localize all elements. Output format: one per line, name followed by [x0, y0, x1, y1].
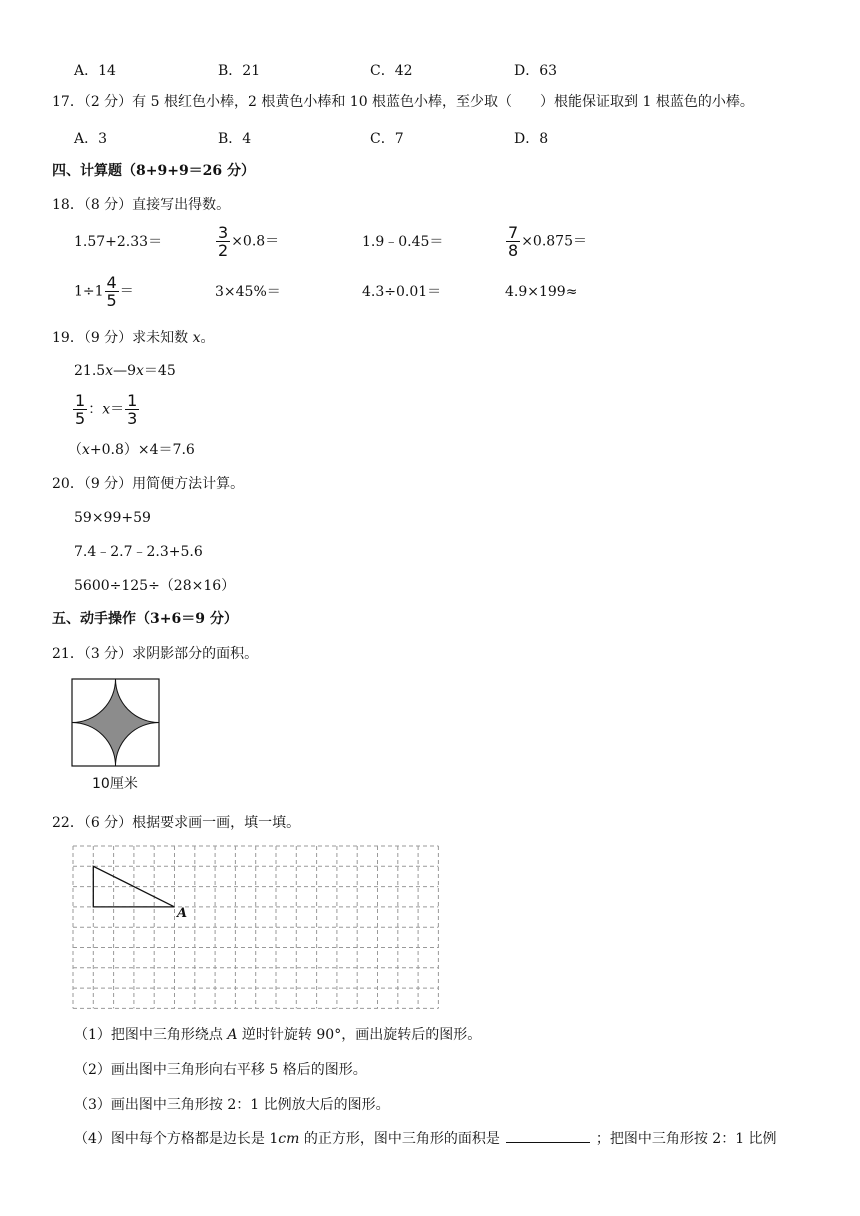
- q17-option-c: C．7: [370, 131, 404, 147]
- answer-blank[interactable]: [506, 1128, 590, 1143]
- q18-expr-5: 1÷1 $\frac{4}{5}$ ＝: [74, 273, 134, 310]
- q20-expr-2: 7.4﹣2.7﹣2.3+5.6: [74, 544, 203, 560]
- point-a-label: A: [177, 906, 188, 921]
- q21-side-length-label: 10厘米: [92, 776, 138, 792]
- q16-option-d: D．63: [514, 63, 558, 79]
- q17-option-d: D．8: [514, 131, 549, 147]
- q18-expr-2: $\frac{3}{2}$ ×0.8＝: [218, 223, 280, 260]
- q16-option-a: A．14: [74, 63, 116, 79]
- q18-expr-1: 1.57+2.33＝: [74, 234, 163, 250]
- q19-question: 19．（9 分）求未知数 x。: [52, 330, 215, 346]
- q18-expr-4: $\frac{7}{8}$ ×0.875＝: [508, 223, 587, 260]
- q19-equation-3: （x+0.8）×4＝7.6: [68, 442, 195, 458]
- q20-expr-1: 59×99+59: [74, 510, 151, 526]
- q18-expr-7: 4.3÷0.01＝: [362, 284, 442, 300]
- q20-question: 20．（9 分）用简便方法计算。: [52, 476, 245, 492]
- q22-step-1: （1）把图中三角形绕点 A 逆时针旋转 90°，画出旋转后的图形。: [74, 1027, 482, 1043]
- q18-expr-6: 3×45%＝: [215, 284, 281, 300]
- q22-step-3: （3）画出图中三角形按 2：1 比例放大后的图形。: [74, 1097, 390, 1113]
- q17-option-b: B．4: [218, 131, 252, 147]
- q17-option-a: A．3: [74, 131, 108, 147]
- q16-option-b: B．21: [218, 63, 261, 79]
- q22-step-2: （2）画出图中三角形向右平移 5 格后的图形。: [74, 1062, 367, 1078]
- q18-expr-3: 1.9﹣0.45＝: [362, 234, 444, 250]
- square-grid: [72, 845, 442, 1011]
- q16-option-c: C．42: [370, 63, 413, 79]
- q22-question: 22．（6 分）根据要求画一画，填一填。: [52, 815, 301, 831]
- q18-expr-8: 4.9×199≈: [505, 284, 578, 300]
- q21-question: 21．（3 分）求阴影部分的面积。: [52, 646, 259, 662]
- section-4-title: 四、计算题（8+9+9＝26 分）: [52, 163, 256, 179]
- q19-equation-2: $\frac{1}{5}$ ：x＝ $\frac{1}{3}$: [75, 391, 138, 428]
- q20-expr-3: 5600÷125÷（28×16）: [74, 578, 236, 594]
- q18-question: 18．（8 分）直接写出得数。: [52, 197, 231, 213]
- section-5-title: 五、动手操作（3+6＝9 分）: [52, 611, 238, 627]
- q19-equation-1: 21.5x—9x＝45: [74, 363, 176, 379]
- q17-question: 17．（2 分）有 5 根红色小棒，2 根黄色小棒和 10 根蓝色小棒，至少取（ ）根能保证取到 1 根蓝色的小棒。: [52, 94, 754, 110]
- q22-step-4: （4）图中每个方格都是边长是 1cm 的正方形，图中三角形的面积是 ；把图中三角形按 2：1 比例: [74, 1128, 777, 1149]
- shaded-square-figure: [71, 678, 161, 768]
- right-triangle: [93, 866, 174, 907]
